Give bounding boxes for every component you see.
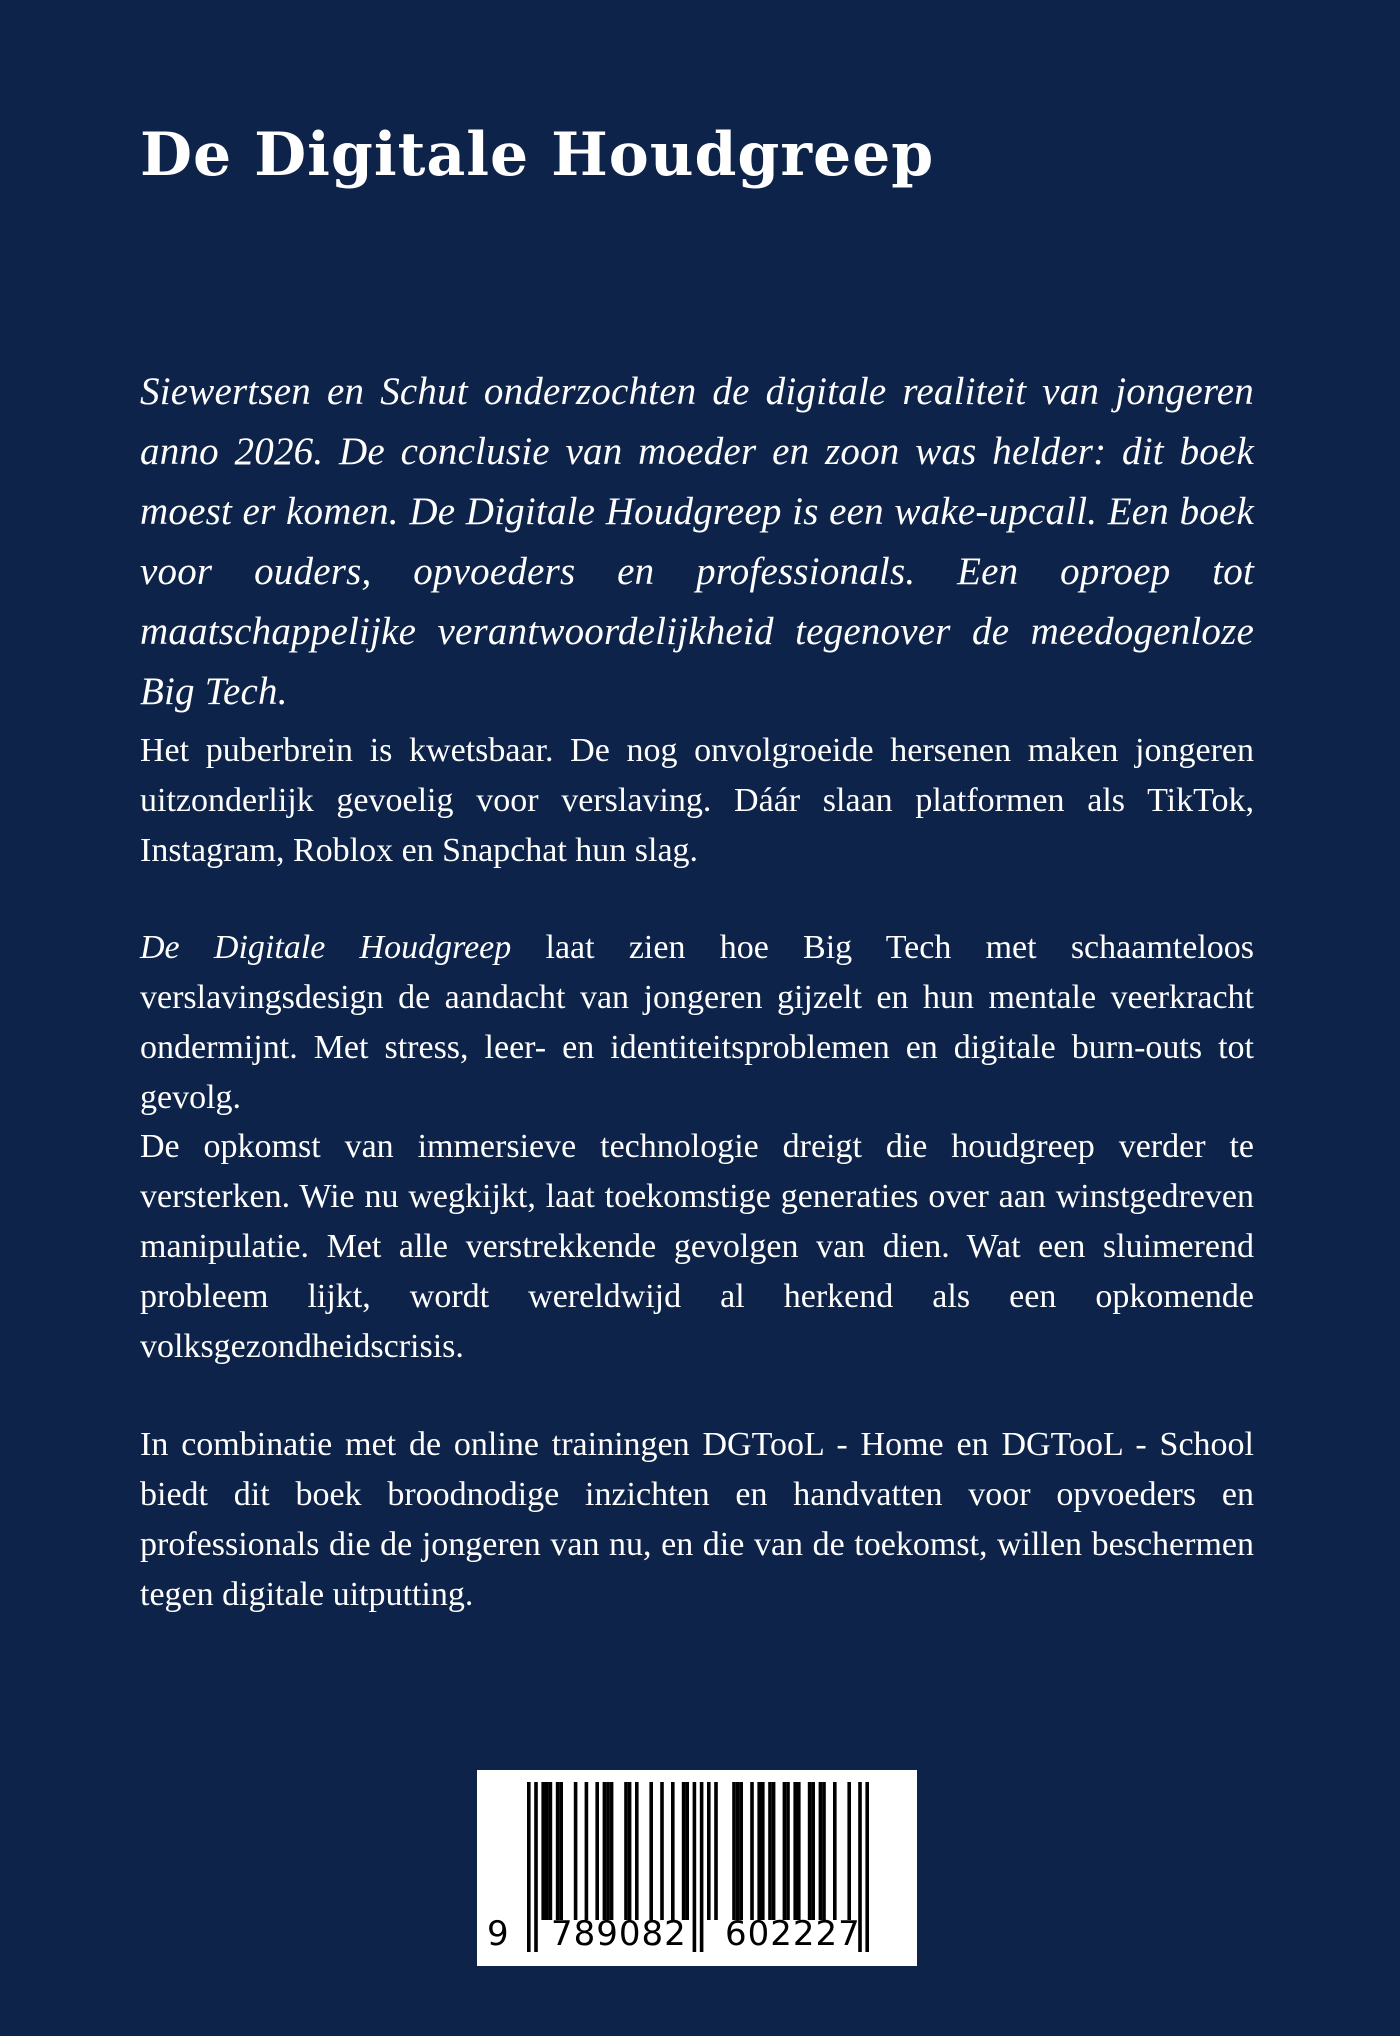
barcode-bar <box>797 1782 801 1920</box>
barcode-bar <box>707 1782 711 1920</box>
body-paragraph-2-text: laat zien hoe Big Tech met schaamteloos verslavingsdesign de aandacht van jongeren gijzelt en hun mentale veerkracht ondermijnt. Met stress, leer- en identiteitsproblemen en digitale burn-outs tot gevolg. <box>140 929 1254 1116</box>
body-paragraph-3: De opkomst van immersieve technologie dreigt die houdgreep verder te versterken. Wie nu wegkijkt, laat toekomstige generaties over aan winstgedreven manipulatie. Met alle verstrekkende gevolgen van dien. Wat een sluimerend probleem lijkt, wordt wereldwijd al herkend als een opkomende volksgezondheidscrisis. <box>140 1128 1254 1365</box>
body-paragraph-1: Het puberbrein is kwetsbaar. De nog onvolgroeide hersenen maken jongeren uitzonderlijk gevoelig voor verslaving. Dáár slaan platformen als TikTok, Instagram, Roblox en Snapchat hun slag. <box>140 732 1254 869</box>
barcode-bar <box>833 1782 837 1920</box>
barcode-bar <box>685 1782 689 1920</box>
barcode-bar <box>635 1782 639 1920</box>
barcode-bar <box>556 1782 560 1920</box>
barcode-bar <box>750 1782 754 1920</box>
barcode-bar <box>783 1782 787 1920</box>
barcode-bar <box>549 1782 553 1920</box>
barcode-bar <box>808 1782 812 1920</box>
barcode-bar <box>732 1782 736 1920</box>
barcode-bar <box>736 1782 740 1920</box>
barcode-bar <box>610 1782 614 1920</box>
barcode-bar <box>541 1782 545 1920</box>
barcode-bar <box>757 1782 761 1920</box>
barcode-bar <box>585 1782 589 1920</box>
barcode-bar <box>822 1782 826 1920</box>
barcode-bar <box>772 1782 776 1920</box>
intro-paragraph: Siewertsen en Schut onderzochten de digitale realiteit van jongeren anno 2026. De conclusie van moeder en zoon was helder: dit boek moest er komen. De Digitale Houdgreep is een wake-upcall. Een boek voor ouders, opvoeders en professionals. Een oproep tot maatschappelijke verantwoordelijkheid tegenover de meedogenloze Big Tech. <box>140 370 1254 713</box>
barcode-bar <box>847 1782 851 1920</box>
body-paragraph-2 <box>140 923 1254 1123</box>
barcode-bar <box>761 1782 765 1920</box>
barcode-bar <box>574 1782 578 1920</box>
barcode-bar <box>793 1782 797 1920</box>
book-title: De Digitale Houdgreep <box>140 120 935 190</box>
isbn-barcode <box>477 1770 917 1966</box>
barcode-bar <box>545 1782 549 1920</box>
barcode-bar <box>624 1782 628 1920</box>
barcode-first-digit: 9 <box>487 1914 510 1954</box>
barcode-bar <box>559 1782 563 1920</box>
barcode-bar <box>739 1782 743 1920</box>
barcode-left-digits: 789082 <box>551 1914 687 1954</box>
inline-book-title: De Digitale Houdgreep <box>140 929 512 966</box>
barcode-bar <box>595 1782 599 1920</box>
barcode-bar <box>714 1782 718 1920</box>
barcode-bar <box>606 1782 610 1920</box>
barcode-bar <box>786 1782 790 1920</box>
barcode-bar <box>603 1782 607 1920</box>
barcode-bar <box>819 1782 823 1920</box>
barcode-bar <box>628 1782 632 1920</box>
body-paragraph-4: In combinatie met de online trainingen DGTooL - Home en DGTooL - School biedt dit boek broodnodige inzichten en handvatten voor opvoeders en professionals die de jongeren van nu, en die van de toekomst, willen beschermen tegen digitale uitputting. <box>140 1426 1254 1613</box>
barcode-bar <box>649 1782 653 1920</box>
barcode-bar <box>682 1782 686 1920</box>
barcode-bar <box>768 1782 772 1920</box>
barcode-bar <box>811 1782 815 1920</box>
barcode-right-digits: 602227 <box>725 1914 861 1954</box>
barcode-digits <box>477 1910 917 1960</box>
barcode-bar <box>660 1782 664 1920</box>
barcode-bar <box>671 1782 675 1920</box>
